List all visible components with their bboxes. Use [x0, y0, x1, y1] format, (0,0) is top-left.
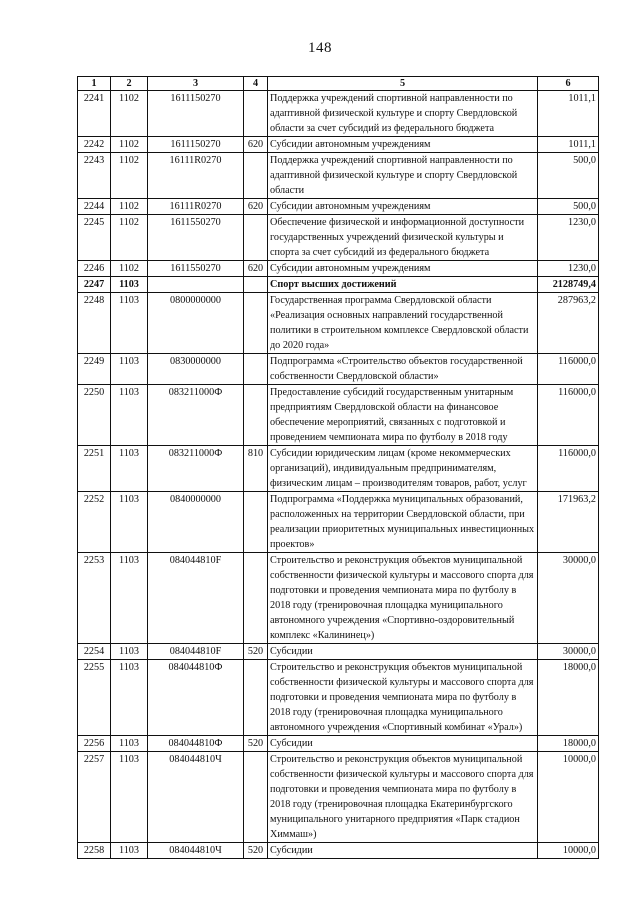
- section-code-cell: 1103: [111, 752, 148, 843]
- section-code-cell: 1102: [111, 199, 148, 215]
- row-number-cell: 2250: [78, 385, 111, 446]
- amount-cell: 30000,0: [538, 553, 599, 644]
- row-number-cell: 2258: [78, 843, 111, 859]
- header-col-2: 2: [111, 77, 148, 91]
- item-name-cell: Государственная программа Свердловской области «Реализация основных направлений государственной политики в строительном комплексе Свердловской области до 2020 года»: [268, 293, 538, 354]
- item-name-cell: Субсидии юридическим лицам (кроме некоммерческих организаций), индивидуальным предпринимателям, физическим лицам – производителям товаров, работ, услуг: [268, 446, 538, 492]
- amount-cell: 1011,1: [538, 91, 599, 137]
- expense-type-cell: 520: [244, 736, 268, 752]
- expense-type-cell: [244, 553, 268, 644]
- section-code-cell: 1102: [111, 153, 148, 199]
- expense-type-cell: 620: [244, 137, 268, 153]
- table-row: [78, 660, 599, 736]
- row-number-cell: 2241: [78, 91, 111, 137]
- table-row: [78, 385, 599, 446]
- expense-type-cell: 810: [244, 446, 268, 492]
- expense-type-cell: [244, 660, 268, 736]
- item-name-cell: Спорт высших достижений: [268, 277, 538, 293]
- table-row: [78, 354, 599, 385]
- table-row: [78, 153, 599, 199]
- section-code-cell: 1103: [111, 736, 148, 752]
- item-name-cell: Субсидии автономным учреждениям: [268, 137, 538, 153]
- target-article-cell: 084044810Ф: [148, 660, 244, 736]
- target-article-cell: 083211000Ф: [148, 385, 244, 446]
- item-name-cell: Поддержка учреждений спортивной направленности по адаптивной физической культуре и спорту Свердловской области: [268, 153, 538, 199]
- section-code-cell: 1103: [111, 492, 148, 553]
- section-code-cell: 1103: [111, 660, 148, 736]
- table-row: [78, 492, 599, 553]
- amount-cell: 171963,2: [538, 492, 599, 553]
- amount-cell: 1011,1: [538, 137, 599, 153]
- section-code-cell: 1103: [111, 354, 148, 385]
- item-name-cell: Подпрограмма «Строительство объектов государственной собственности Свердловской области»: [268, 354, 538, 385]
- expense-type-cell: [244, 215, 268, 261]
- target-article-cell: 084044810Ч: [148, 752, 244, 843]
- item-name-cell: Подпрограмма «Поддержка муниципальных образований, расположенных на территории Свердловской области, при реализации приоритетных муниципальных инвестиционных проектов»: [268, 492, 538, 553]
- target-article-cell: 0800000000: [148, 293, 244, 354]
- item-name-cell: Субсидии автономным учреждениям: [268, 261, 538, 277]
- expense-type-cell: [244, 385, 268, 446]
- item-name-cell: Строительство и реконструкция объектов муниципальной собственности физической культуры и массового спорта для подготовки и проведения чемпионата мира по футболу в 2018 году (тренировочная площадка муниципального автономного учреждения «Спортивный комбинат «Урал»): [268, 660, 538, 736]
- row-number-cell: 2246: [78, 261, 111, 277]
- expense-type-cell: 520: [244, 843, 268, 859]
- amount-cell: 30000,0: [538, 644, 599, 660]
- target-article-cell: 16111R0270: [148, 199, 244, 215]
- table-row: [78, 752, 599, 843]
- table-row: [78, 199, 599, 215]
- expense-type-cell: 520: [244, 644, 268, 660]
- table-row: [78, 644, 599, 660]
- row-number-cell: 2254: [78, 644, 111, 660]
- item-name-cell: Субсидии: [268, 843, 538, 859]
- table-row: [78, 736, 599, 752]
- expense-type-cell: [244, 354, 268, 385]
- row-number-cell: 2249: [78, 354, 111, 385]
- item-name-cell: Обеспечение физической и информационной доступности государственных учреждений физической культуры и спорта за счет субсидий из федерального бюджета: [268, 215, 538, 261]
- table-row: [78, 293, 599, 354]
- expense-type-cell: [244, 492, 268, 553]
- header-col-4: 4: [244, 77, 268, 91]
- table-header-row: [78, 77, 599, 91]
- table-row: [78, 446, 599, 492]
- amount-cell: 500,0: [538, 153, 599, 199]
- target-article-cell: 1611150270: [148, 91, 244, 137]
- target-article-cell: [148, 277, 244, 293]
- section-code-cell: 1102: [111, 137, 148, 153]
- section-code-cell: 1102: [111, 215, 148, 261]
- target-article-cell: 1611150270: [148, 137, 244, 153]
- section-code-cell: 1103: [111, 553, 148, 644]
- row-number-cell: 2253: [78, 553, 111, 644]
- row-number-cell: 2255: [78, 660, 111, 736]
- section-code-cell: 1103: [111, 277, 148, 293]
- row-number-cell: 2248: [78, 293, 111, 354]
- target-article-cell: 0830000000: [148, 354, 244, 385]
- amount-cell: 287963,2: [538, 293, 599, 354]
- table-row: [78, 277, 599, 293]
- row-number-cell: 2247: [78, 277, 111, 293]
- page-number: 148: [308, 40, 332, 56]
- amount-cell: 116000,0: [538, 354, 599, 385]
- target-article-cell: 0840000000: [148, 492, 244, 553]
- target-article-cell: 16111R0270: [148, 153, 244, 199]
- table-row: [78, 843, 599, 859]
- expense-type-cell: [244, 752, 268, 843]
- header-col-5: 5: [268, 77, 538, 91]
- item-name-cell: Предоставление субсидий государственным унитарным предприятиям Свердловской области на финансовое обеспечение мероприятий, связанных с подготовкой и проведением чемпионата мира по футболу в 2018 году: [268, 385, 538, 446]
- expense-type-cell: 620: [244, 199, 268, 215]
- table-row: [78, 215, 599, 261]
- row-number-cell: 2257: [78, 752, 111, 843]
- row-number-cell: 2245: [78, 215, 111, 261]
- section-code-cell: 1103: [111, 446, 148, 492]
- section-code-cell: 1103: [111, 385, 148, 446]
- target-article-cell: 084044810F: [148, 644, 244, 660]
- amount-cell: 2128749,4: [538, 277, 599, 293]
- header-col-6: 6: [538, 77, 599, 91]
- expense-type-cell: [244, 293, 268, 354]
- row-number-cell: 2242: [78, 137, 111, 153]
- amount-cell: 10000,0: [538, 752, 599, 843]
- amount-cell: 18000,0: [538, 660, 599, 736]
- item-name-cell: Поддержка учреждений спортивной направленности по адаптивной физической культуре и спорту Свердловской области за счет субсидий из федерального бюджета: [268, 91, 538, 137]
- table-row: [78, 137, 599, 153]
- item-name-cell: Субсидии автономным учреждениям: [268, 199, 538, 215]
- amount-cell: 18000,0: [538, 736, 599, 752]
- row-number-cell: 2252: [78, 492, 111, 553]
- table-row: [78, 91, 599, 137]
- item-name-cell: Строительство и реконструкция объектов муниципальной собственности физической культуры и массового спорта для подготовки и проведения чемпионата мира по футболу в 2018 году (тренировочная площадка Екатеринбургского муниципального унитарного предприятия «Парк стадион Химмаш»): [268, 752, 538, 843]
- target-article-cell: 084044810Ч: [148, 843, 244, 859]
- expense-type-cell: [244, 277, 268, 293]
- expense-type-cell: [244, 91, 268, 137]
- amount-cell: 10000,0: [538, 843, 599, 859]
- section-code-cell: 1103: [111, 293, 148, 354]
- section-code-cell: 1103: [111, 644, 148, 660]
- section-code-cell: 1102: [111, 91, 148, 137]
- item-name-cell: Субсидии: [268, 644, 538, 660]
- target-article-cell: 1611550270: [148, 215, 244, 261]
- table-row: [78, 261, 599, 277]
- header-col-1: 1: [78, 77, 111, 91]
- target-article-cell: 084044810F: [148, 553, 244, 644]
- amount-cell: 500,0: [538, 199, 599, 215]
- row-number-cell: 2244: [78, 199, 111, 215]
- expense-type-cell: 620: [244, 261, 268, 277]
- header-col-3: 3: [148, 77, 244, 91]
- expense-type-cell: [244, 153, 268, 199]
- table-row: [78, 553, 599, 644]
- row-number-cell: 2256: [78, 736, 111, 752]
- section-code-cell: 1103: [111, 843, 148, 859]
- amount-cell: 1230,0: [538, 215, 599, 261]
- target-article-cell: 1611550270: [148, 261, 244, 277]
- row-number-cell: 2243: [78, 153, 111, 199]
- item-name-cell: Строительство и реконструкция объектов муниципальной собственности физической культуры и массового спорта для подготовки и проведения чемпионата мира по футболу в 2018 году (тренировочная площадка муниципального автономного учреждения «Спортивно-оздоровительный комплекс «Калининец»): [268, 553, 538, 644]
- target-article-cell: 084044810Ф: [148, 736, 244, 752]
- budget-table: [77, 76, 599, 859]
- amount-cell: 1230,0: [538, 261, 599, 277]
- table-body: [78, 91, 599, 859]
- target-article-cell: 083211000Ф: [148, 446, 244, 492]
- amount-cell: 116000,0: [538, 385, 599, 446]
- section-code-cell: 1102: [111, 261, 148, 277]
- item-name-cell: Субсидии: [268, 736, 538, 752]
- amount-cell: 116000,0: [538, 446, 599, 492]
- row-number-cell: 2251: [78, 446, 111, 492]
